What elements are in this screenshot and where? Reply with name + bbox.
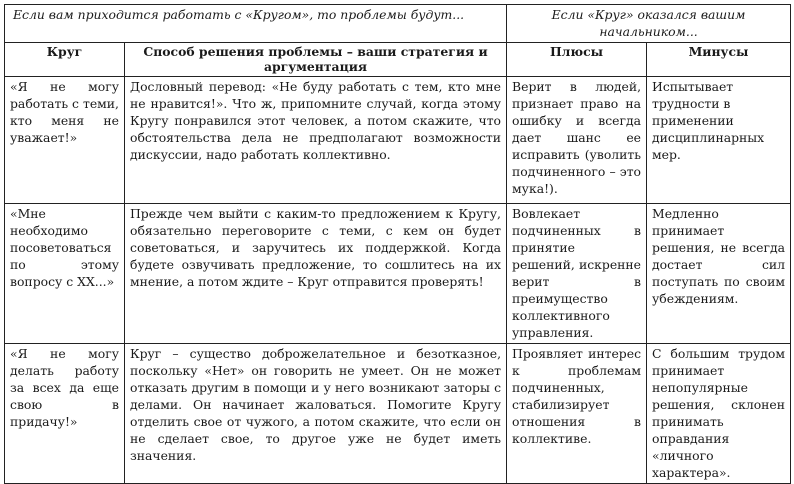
header-work-with-krug: Если вам приходится работать с «Кругом», то проблемы будут... bbox=[5, 5, 507, 43]
table-row bbox=[5, 204, 791, 344]
cell-plus: Вовлекает подчиненных в принятие решений, искренне верит в преимущество коллективного управления. bbox=[507, 204, 647, 344]
cell-strategy: Круг – существо доброжелательное и безотказное, поскольку «Нет» он говорить не умеет. Он не может отказать другим в помощи и у него возникают заторы с делами. Он начинает жаловаться. Помогите Кругу отделить свое от чужого, а потом скажите, что если он не сделает свое, то другое уже не будет иметь значения. bbox=[125, 344, 507, 484]
cell-krug-quote: «Я не могу работать с теми, кто меня не уважает!» bbox=[5, 77, 125, 204]
column-header-plus: Плюсы bbox=[507, 43, 647, 77]
cell-minus: С большим трудом принимает непопулярные решения, склонен принимать оправдания «личного характера». bbox=[647, 344, 791, 484]
table-row bbox=[5, 77, 791, 204]
krug-problems-table bbox=[4, 4, 791, 484]
table-header-row bbox=[5, 43, 791, 77]
cell-minus: Медленно принимает решения, не всегда достает сил поступать по своим убеждениям. bbox=[647, 204, 791, 344]
cell-krug-quote: «Мне необходимо посоветоваться по этому вопросу с ХХ...» bbox=[5, 204, 125, 344]
cell-minus: Испытывает трудности в применении дисциплинарных мер. bbox=[647, 77, 791, 204]
table-top-row bbox=[5, 5, 791, 43]
cell-krug-quote: «Я не могу делать работу за всех да еще свою в придачу!» bbox=[5, 344, 125, 484]
cell-plus: Верит в людей, признает право на ошибку и всегда дает шанс ее исправить (уволить подчиненного – это мука!). bbox=[507, 77, 647, 204]
column-header-strategy: Способ решения проблемы – ваши стратегия и аргументация bbox=[125, 43, 507, 77]
cell-plus: Проявляет интерес к проблемам подчиненных, стабилизирует отношения в коллективе. bbox=[507, 344, 647, 484]
cell-strategy: Прежде чем выйти с каким-то предложением к Кругу, обязательно переговорите с теми, с кем он будет советоваться, и заручитесь их поддержкой. Когда будете озвучивать предложение, то сошлитесь на их мнение, а потом ждите – Круг отправится проверять! bbox=[125, 204, 507, 344]
table-row bbox=[5, 344, 791, 484]
header-krug-as-boss: Если «Круг» оказался вашим начальником... bbox=[507, 5, 791, 43]
column-header-minus: Минусы bbox=[647, 43, 791, 77]
cell-strategy: Дословный перевод: «Не буду работать с тем, кто мне не нравится!». Что ж, припомните случай, когда этому Кругу понравился этот человек, а потом скажите, что обстоятельства дела не предполагают возможности дискуссии, надо работать коллективно. bbox=[125, 77, 507, 204]
column-header-krug: Круг bbox=[5, 43, 125, 77]
